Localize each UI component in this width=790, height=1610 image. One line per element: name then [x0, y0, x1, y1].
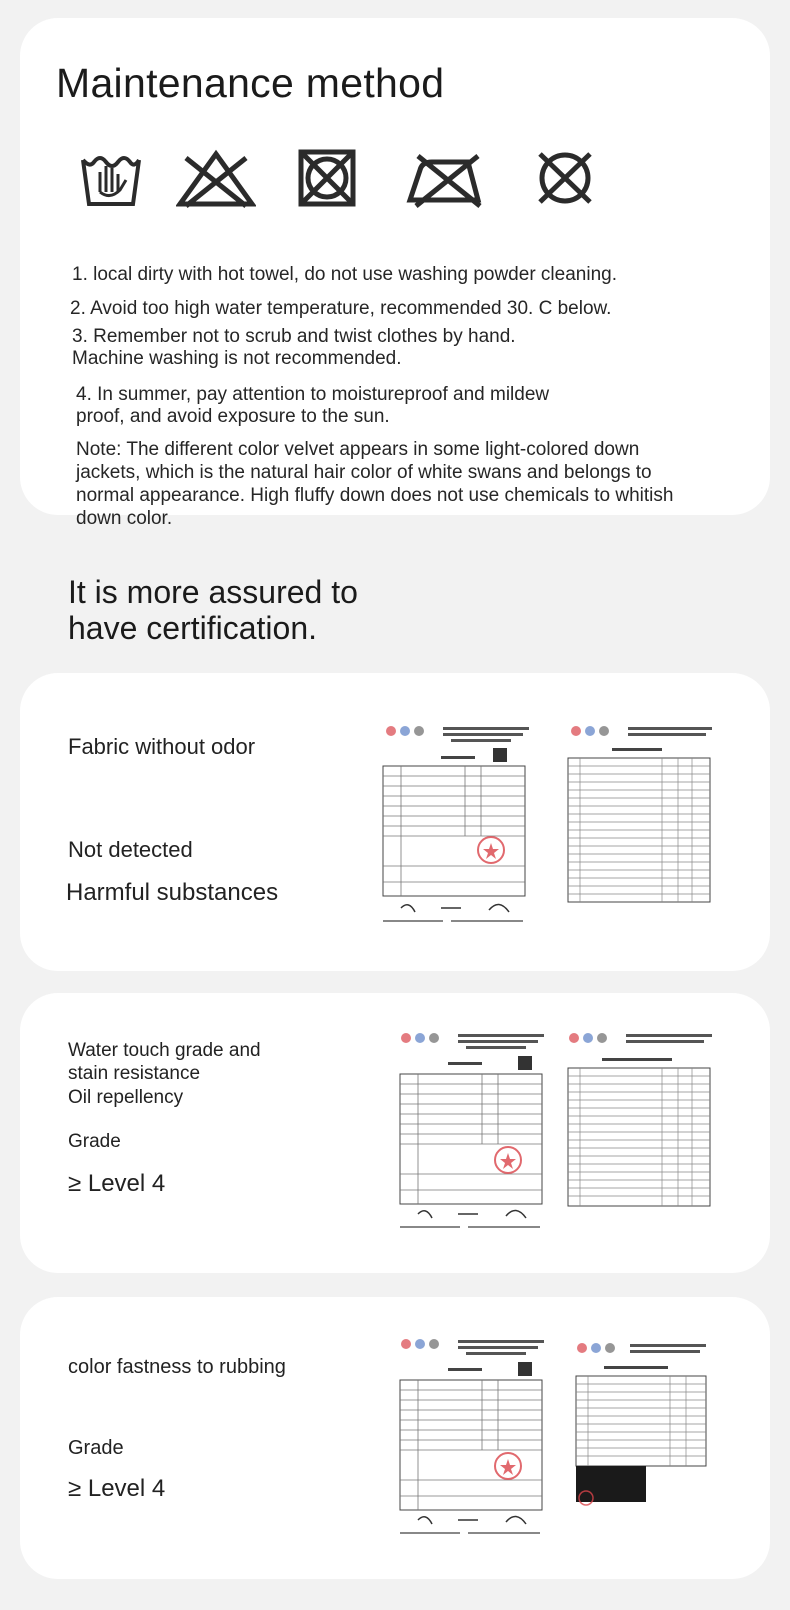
maintenance-note-line-2: jackets, which is the natural hair color of white swans and belongs to	[76, 462, 652, 483]
water-test-report-attachment	[566, 1030, 716, 1214]
water-test-report	[398, 1030, 548, 1238]
maintenance-step-2: 2. Avoid too high water temperature, recommended 30. C below.	[70, 298, 612, 319]
grade-label: Grade	[68, 1131, 121, 1152]
odor-label: Fabric without odor	[68, 734, 256, 759]
rubbing-test-report-image	[398, 1336, 548, 1544]
water-test-report-attachment-image	[566, 1030, 716, 1214]
rubbing-grade-value: ≥ Level 4	[68, 1475, 166, 1502]
maintenance-step-3: 3. Remember not to scrub and twist clothes by hand.	[72, 326, 516, 347]
test-report-attachment	[566, 722, 716, 912]
test-report-document	[381, 722, 535, 934]
rubbing-label: color fastness to rubbing	[68, 1356, 286, 1378]
certification-title-line-1: It is more assured to	[68, 574, 358, 610]
do-not-bleach-icon	[176, 148, 256, 208]
maintenance-note-line-4: down color.	[76, 508, 173, 529]
test-report-image	[381, 722, 535, 934]
rubbing-test-report	[398, 1336, 548, 1544]
maintenance-note-line-3: normal appearance. High fluffy down does not use chemicals to whitish	[76, 485, 674, 506]
stain-resistance-label: stain resistance	[68, 1063, 201, 1084]
maintenance-step-4-cont: proof, and avoid exposure to the sun.	[76, 406, 390, 427]
rubbing-test-report-attachment	[574, 1340, 710, 1516]
certification-title	[68, 574, 358, 646]
hand-wash-icon	[80, 148, 142, 208]
do-not-dry-clean-icon	[534, 148, 596, 208]
do-not-iron-icon	[406, 148, 486, 208]
grade-value: ≥ Level 4	[68, 1170, 166, 1197]
oil-repellency-label: Oil repellency	[68, 1087, 184, 1108]
test-report-attachment-image	[566, 722, 716, 912]
maintenance-step-3-cont: Machine washing is not recommended.	[72, 348, 402, 369]
do-not-tumble-dry-icon	[298, 148, 356, 208]
water-touch-label: Water touch grade and	[68, 1040, 261, 1061]
maintenance-title: Maintenance method	[56, 60, 445, 106]
water-test-report-image	[398, 1030, 548, 1238]
certification-title-line-2: have certification.	[68, 610, 318, 646]
rubbing-grade-label: Grade	[68, 1437, 124, 1459]
not-detected-label: Not detected	[68, 837, 193, 862]
maintenance-step-4: 4. In summer, pay attention to moistureproof and mildew	[76, 384, 550, 405]
maintenance-note-line-1: Note: The different color velvet appears in some light-colored down	[76, 439, 640, 460]
harmful-substances-label: Harmful substances	[66, 879, 279, 906]
maintenance-step-1: 1. local dirty with hot towel, do not use washing powder cleaning.	[72, 264, 617, 285]
rubbing-test-report-attachment-image	[574, 1340, 710, 1516]
